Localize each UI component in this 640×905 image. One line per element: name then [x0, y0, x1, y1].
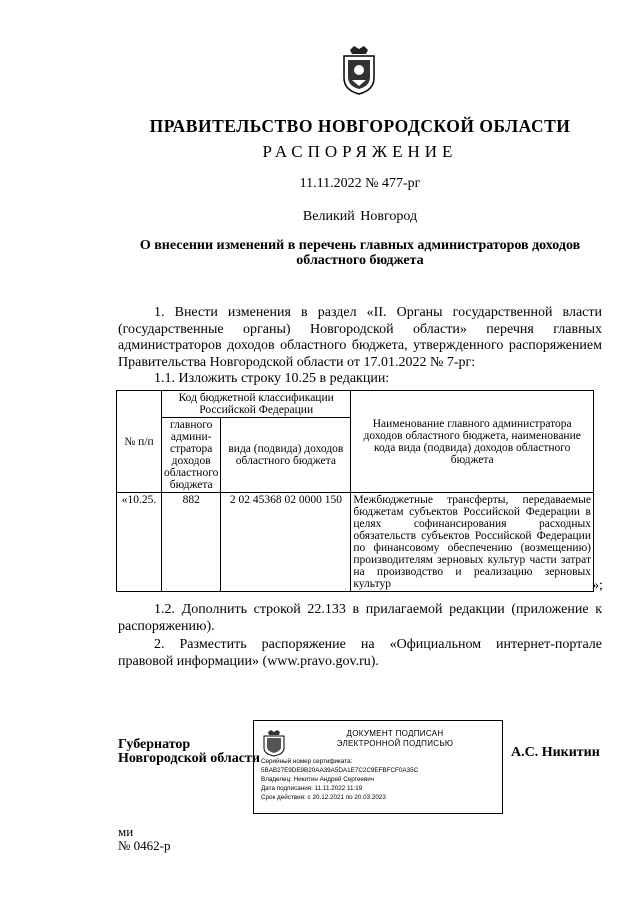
paragraph-1-1: 1.1. Изложить строку 10.25 в редакции: [154, 371, 390, 386]
document-subject: О внесении изменений в перечень главных администраторов доходов областного бюджета [139, 238, 581, 268]
stamp-heading-line2: ЭЛЕКТРОННОЙ ПОДПИСЬЮ [336, 739, 454, 748]
signatory-title-line1: Губернатор [118, 737, 191, 752]
table-header-name: Наименование главного администратора доходов областного бюджета, наименование кода вида (подвида) доходов областного бюджета [351, 391, 594, 493]
stamp-details [261, 757, 497, 802]
electronic-signature-stamp [253, 720, 503, 814]
coat-of-arms-icon [340, 44, 378, 96]
document-type: РАСПОРЯЖЕНИЕ [262, 142, 458, 161]
footer-initials: ми [118, 824, 134, 839]
table-header-kind: вида (подвида) доходов областного бюджета [221, 418, 351, 493]
signatory-title [118, 738, 260, 766]
stamp-validity: Срок действия: с 20.12.2021 по 20.03.2023 [261, 794, 386, 801]
table-row [117, 493, 594, 592]
government-title: ПРАВИТЕЛЬСТВО НОВГОРОДСКОЙ ОБЛАСТИ [149, 116, 571, 136]
table-closing-quote: »; [592, 578, 603, 593]
row-admin: 882 [162, 493, 221, 592]
table-header-admin: главного админи-стратора доходов областного бюджета [162, 418, 221, 493]
table-header-num: № п/п [117, 391, 162, 493]
table-header-code-group: Код бюджетной классификации Российской Федерации [162, 391, 351, 418]
signatory-title-line2: Новгородской области [118, 751, 260, 766]
stamp-owner: Владелец: Никитин Андрей Сергеевич [261, 776, 375, 783]
row-kind: 2 02 45368 02 0000 150 [221, 493, 351, 592]
paragraph-1-2: 1.2. Дополнить строкой 22.133 в прилагаемой редакции (приложение к распоряжению). [118, 602, 602, 634]
stamp-heading [300, 729, 490, 749]
date-number: 11.11.2022 № 477-рг [299, 176, 421, 191]
emblem-icon [262, 729, 286, 757]
footer-number: № 0462-р [118, 838, 171, 853]
stamp-heading-line1: ДОКУМЕНТ ПОДПИСАН [346, 729, 444, 738]
row-name: Межбюджетные трансферты, передаваемые бюджетам субъектов Российской Федерации в целях софинансирования расходных обязательств субъектов Российской Федерации по финансовому обеспечению (возмещению) производителям зерновых культур части затрат на производство и реализацию зерновых культур [351, 493, 594, 592]
signatory-name: А.С. Никитин [511, 745, 600, 760]
paragraph-2: 2. Разместить распоряжение на «Официальном интернет-портале правовой информации» (www.pravo.gov.ru). [118, 637, 602, 669]
row-num: «10.25. [117, 493, 162, 592]
stamp-serial-label: Серийный номер сертификата: [261, 758, 353, 765]
paragraph-1: 1. Внести изменения в раздел «II. Органы государственной власти (государственные органы) Новгородской области» перечня главных администраторов доходов областного бюджета, утвержденного распоряжением Правительства Новгородской области от 17.01.2022 № 7-рг: [118, 305, 602, 370]
document-code [118, 825, 170, 853]
city: Великий Новгород [302, 209, 418, 224]
budget-table [116, 390, 594, 592]
stamp-signed-date: Дата подписания: 11.11.2022 11:19 [261, 785, 363, 792]
stamp-serial: 5BAB27E9DE9B20AA39A5DA1E7C2C9EFBFCF0A35C [261, 767, 419, 774]
